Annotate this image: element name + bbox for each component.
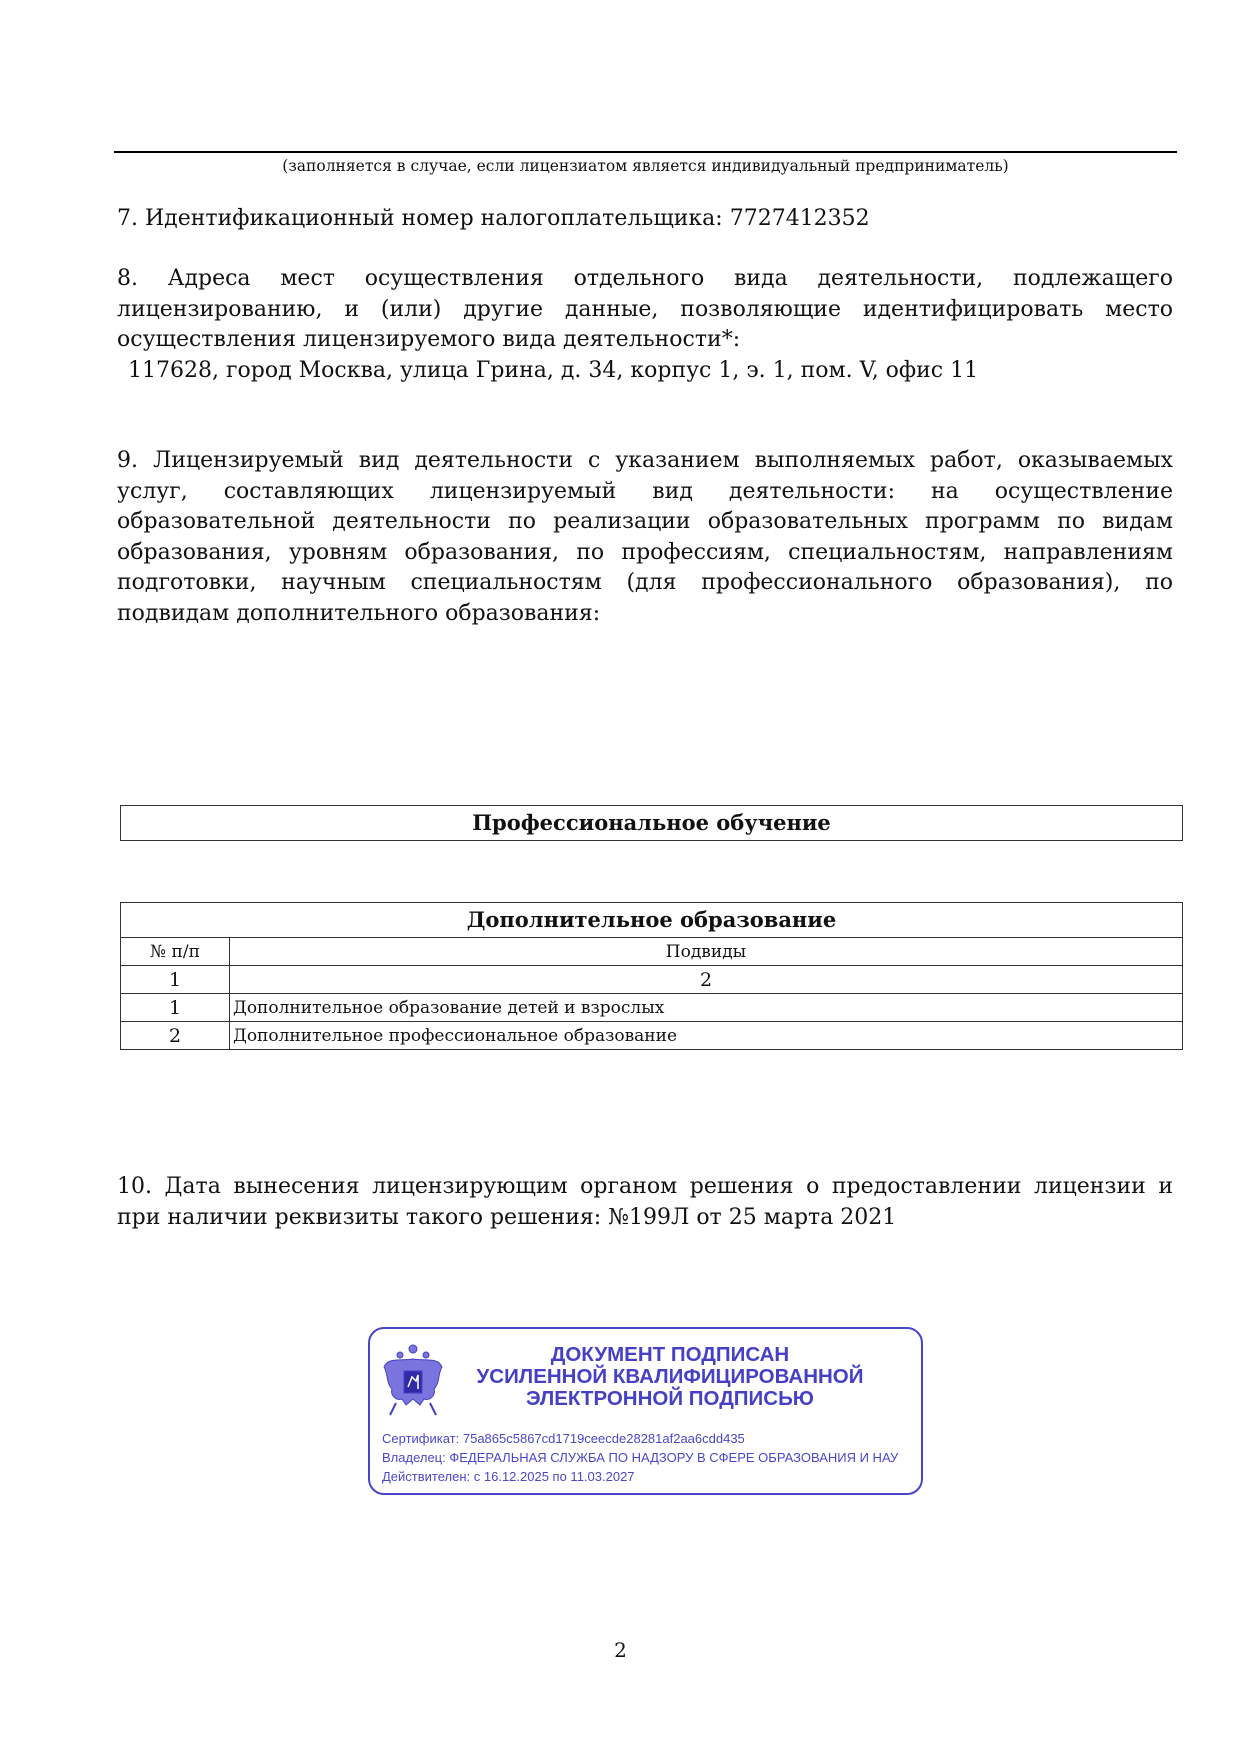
additional-education-table [120,902,1183,1050]
page-number: 2 [614,1638,627,1662]
index-col-1: 1 [121,966,230,994]
row-number: 1 [121,994,230,1022]
section-10-text [117,1172,1173,1233]
header-number: № п/п [121,938,230,966]
section-8-address: 117628, город Москва, улица Грина, д. 34, корпус 1, э. 1, пом. V, офис 11 [128,358,979,383]
certificate-value: 75a865c5867cd1719ceecde28281af2aa6cdd435 [462,1431,745,1446]
section-8-text [117,264,1173,356]
table-index-row [121,966,1183,994]
stamp-title [460,1344,880,1410]
validity-value: с 16.12.2025 по 11.03.2027 [473,1469,635,1484]
section-7-inn: 7. Идентификационный номер налогоплательщика: 7727412352 [117,206,870,231]
section-8-label: 8. Адреса мест осуществления отдельного вида деятельности, подлежащего лицензированию, и (или) другие данные, позволяющие идентифицировать место осуществления лицензируемого вида деятельности*: [117,266,1173,352]
section-9-text [117,446,1173,629]
index-col-2: 2 [230,966,1183,994]
table-row [121,994,1183,1022]
owner-label: Владелец: [382,1450,446,1465]
validity-label: Действителен: [382,1469,471,1484]
row-number: 2 [121,1022,230,1050]
certificate-label: Сертификат: [382,1431,460,1446]
professional-training-title: Профессиональное обучение [121,806,1183,841]
stamp-details [382,1429,898,1486]
electronic-signature-stamp [368,1327,923,1495]
stamp-title-line-2: УСИЛЕННОЙ КВАЛИФИЦИРОВАННОЙ [476,1365,864,1388]
stamp-title-line-1: ДОКУМЕНТ ПОДПИСАН [550,1343,790,1366]
russian-coat-of-arms-icon [382,1343,444,1419]
owner-value: ФЕДЕРАЛЬНАЯ СЛУЖБА ПО НАДЗОРУ В СФЕРЕ ОБРАЗОВАНИЯ И НАУ [449,1450,899,1465]
row-subtype: Дополнительное образование детей и взрослых [230,994,1183,1022]
owner-line [382,1448,898,1467]
row-subtype: Дополнительное профессиональное образование [230,1022,1183,1050]
professional-training-table [120,805,1183,841]
certificate-line [382,1429,898,1448]
section-9-label: 9. Лицензируемый вид деятельности с указанием выполняемых работ, оказываемых услуг, составляющих лицензируемый вид деятельности: на осуществление образовательной деятельности по реализации образовательных программ по видам образования, уровням образования, по профессиям, специальностям, направлениям подготовки, научным специальностям (для профессионального образования), по подвидам дополнительного образования: [117,448,1173,626]
signature-line [114,151,1177,153]
section-10-label: 10. Дата вынесения лицензирующим органом решения о предоставлении лицензии и при наличии реквизиты такого решения: №199Л от 25 марта 2021 [117,1174,1173,1230]
table-header-row [121,938,1183,966]
additional-education-title: Дополнительное образование [121,903,1183,938]
table-row [121,1022,1183,1050]
header-subtypes: Подвиды [230,938,1183,966]
stamp-title-line-3: ЭЛЕКТРОННОЙ ПОДПИСЬЮ [526,1387,814,1410]
validity-line [382,1467,898,1486]
ip-caption: (заполняется в случае, если лицензиатом является индивидуальный предприниматель) [282,157,1009,175]
